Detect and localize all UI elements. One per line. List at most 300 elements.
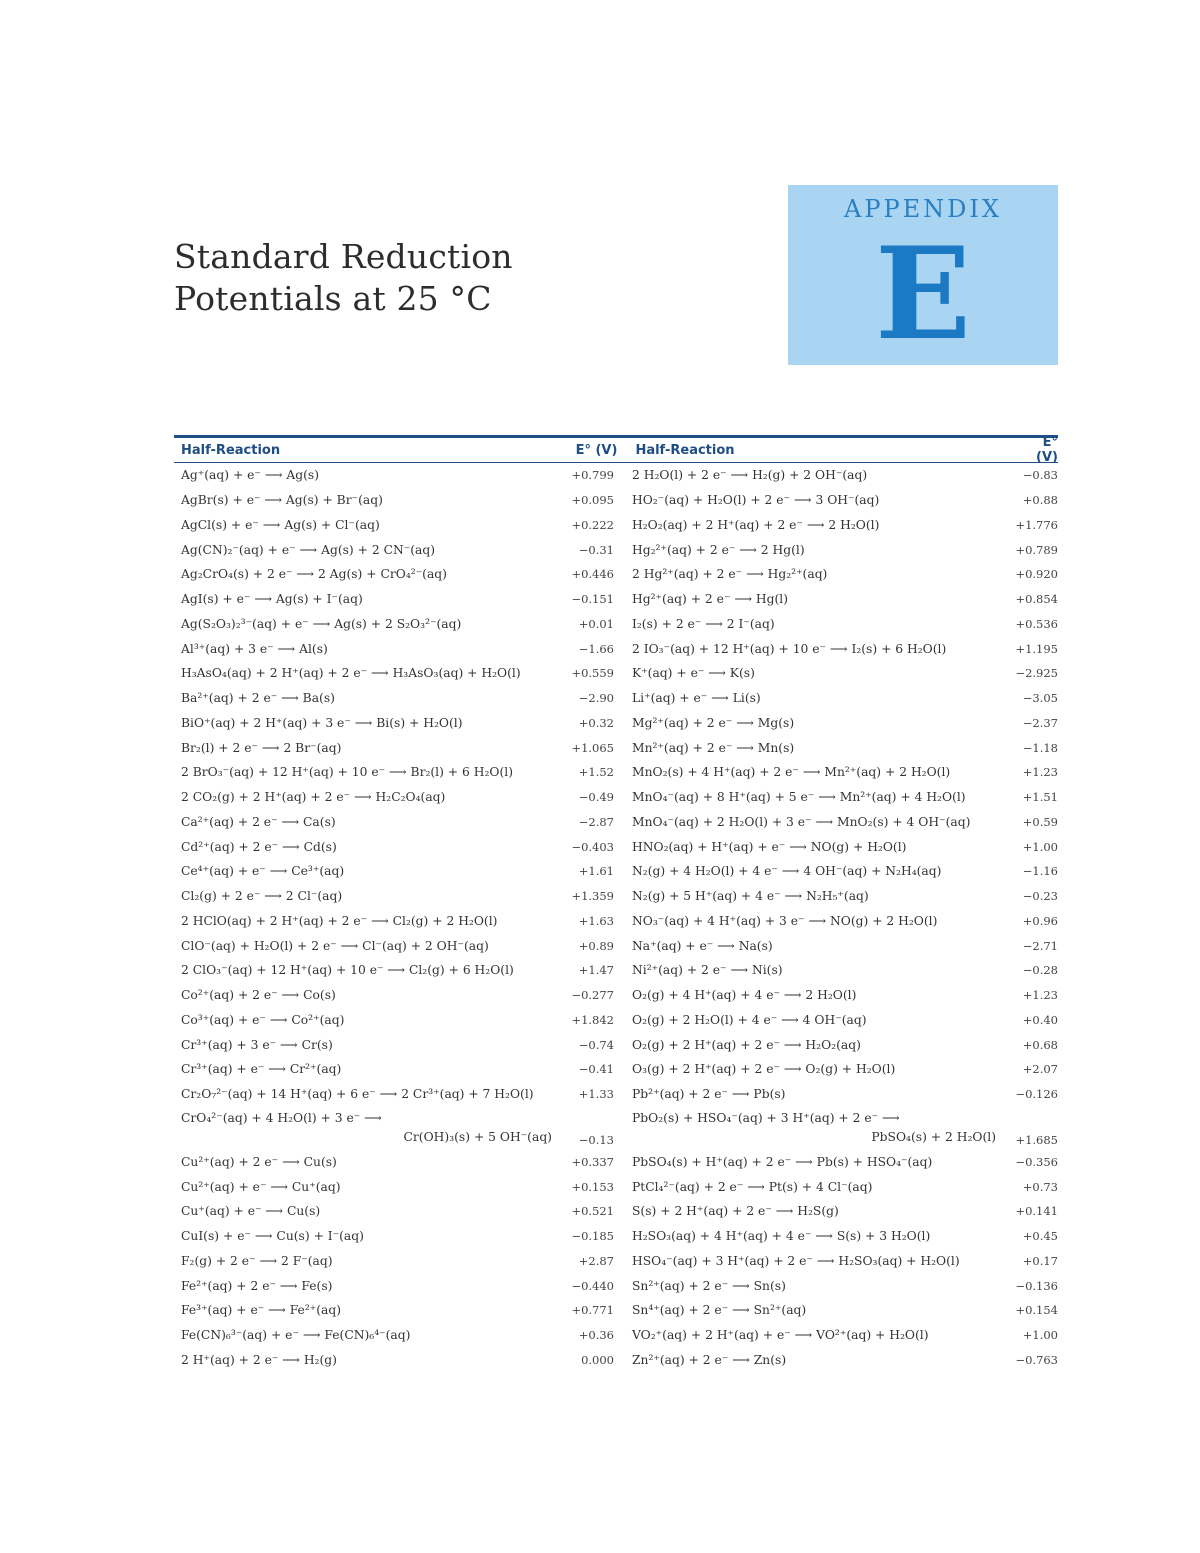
potential-cell: +1.00: [1022, 839, 1058, 854]
table-row: [614, 488, 1058, 513]
appendix-label: APPENDIX: [844, 195, 1002, 223]
half-reaction-cell: [174, 493, 560, 507]
half-reaction-text: VO₂⁺(aq) + 2 H⁺(aq) + e⁻ ⟶ VO²⁺(aq) + H₂O(l): [632, 1328, 929, 1343]
half-reaction-cell: [614, 493, 1004, 507]
half-reaction-cell: [174, 765, 560, 779]
potential-cell: +0.89: [578, 938, 614, 953]
table-row: [614, 884, 1058, 909]
appendix-badge: [788, 185, 1058, 368]
half-reaction-text: Cu⁺(aq) + e⁻ ⟶ Cu(s): [181, 1204, 321, 1219]
header-half-reaction-right: Half-Reaction: [635, 442, 735, 458]
half-reaction-text: Cl₂(g) + 2 e⁻ ⟶ 2 Cl⁻(aq): [181, 889, 343, 904]
header-potential-right: E° (V): [1036, 435, 1058, 465]
half-reaction-cell: [174, 617, 560, 631]
half-reaction-cell: [614, 691, 1004, 705]
table-row: [614, 909, 1058, 934]
table-row: [174, 933, 614, 958]
half-reaction-text: 2 Hg²⁺(aq) + 2 e⁻ ⟶ Hg₂²⁺(aq): [632, 567, 828, 582]
potential-cell: +0.40: [1022, 1012, 1058, 1027]
table-row: [614, 1323, 1058, 1348]
potential-cell: +1.61: [578, 864, 614, 879]
table-body: [174, 463, 1058, 1372]
half-reaction-text: 2 ClO₃⁻(aq) + 12 H⁺(aq) + 10 e⁻ ⟶ Cl₂(g) + 6 H₂O(l): [181, 963, 514, 978]
table-row: [614, 711, 1058, 736]
table-row: [614, 760, 1058, 785]
half-reaction-cell: [174, 666, 560, 680]
potential-cell: +0.559: [571, 666, 614, 681]
potential-cell: +1.065: [571, 740, 614, 755]
half-reaction-cell: [614, 1155, 1004, 1169]
half-reaction-cell: [174, 642, 560, 656]
table-row: [614, 513, 1058, 538]
potential-cell: −0.151: [571, 592, 614, 607]
half-reaction-text: HSO₄⁻(aq) + 3 H⁺(aq) + 2 e⁻ ⟶ H₂SO₃(aq) + H₂O(l): [632, 1253, 960, 1268]
half-reaction-cell: [614, 1328, 1004, 1342]
half-reaction-cell: [614, 592, 1004, 606]
potential-cell: −0.74: [578, 1037, 614, 1052]
half-reaction-text: H₂SO₃(aq) + 4 H⁺(aq) + 4 e⁻ ⟶ S(s) + 3 H₂O(l): [632, 1229, 931, 1244]
table-row: [614, 1224, 1058, 1249]
half-reaction-text: AgI(s) + e⁻ ⟶ Ag(s) + I⁻(aq): [181, 592, 363, 607]
half-reaction-text: Al³⁺(aq) + 3 e⁻ ⟶ Al(s): [181, 641, 328, 656]
half-reaction-cell: [174, 691, 560, 705]
half-reaction-cell: [174, 1155, 560, 1169]
half-reaction-cell: [614, 1353, 1004, 1367]
half-reaction-cell: [174, 1254, 560, 1268]
half-reaction-cell: [174, 543, 560, 557]
table-row: [614, 1107, 1058, 1150]
table-row: [174, 636, 614, 661]
potential-cell: −1.66: [578, 641, 614, 656]
half-reaction-cell: [614, 543, 1004, 557]
table-row: [174, 1199, 614, 1224]
table-row: [174, 1174, 614, 1199]
half-reaction-text: F₂(g) + 2 e⁻ ⟶ 2 F⁻(aq): [181, 1253, 333, 1268]
table-left-column: [174, 463, 614, 1372]
half-reaction-text-continued: PbSO₄(s) + 2 H₂O(l): [871, 1130, 996, 1144]
table-row: [614, 1008, 1058, 1033]
table-row: [614, 612, 1058, 637]
half-reaction-cell: [174, 864, 560, 878]
half-reaction-text: Li⁺(aq) + e⁻ ⟶ Li(s): [632, 691, 761, 706]
half-reaction-text: Ag₂CrO₄(s) + 2 e⁻ ⟶ 2 Ag(s) + CrO₄²⁻(aq): [181, 567, 447, 582]
potential-cell: +0.789: [1015, 542, 1058, 557]
half-reaction-cell: [174, 1087, 560, 1101]
page-title-line-2: Potentials at 25 °C: [174, 279, 492, 318]
half-reaction-text: Co²⁺(aq) + 2 e⁻ ⟶ Co(s): [181, 988, 336, 1003]
potential-cell: −0.31: [578, 542, 614, 557]
table-row: [174, 760, 614, 785]
table-row: [174, 1249, 614, 1274]
half-reaction-cell: [614, 1062, 1004, 1076]
half-reaction-cell: [174, 988, 560, 1002]
half-reaction-cell: [174, 815, 560, 829]
potential-cell: +2.87: [578, 1253, 614, 1268]
potential-cell: −3.05: [1022, 691, 1058, 706]
table-row: [174, 1107, 614, 1150]
table-row: [174, 1323, 614, 1348]
half-reaction-text: CrO₄²⁻(aq) + 4 H₂O(l) + 3 e⁻ ⟶: [181, 1111, 382, 1125]
half-reaction-cell: [174, 914, 560, 928]
table-row: [614, 1298, 1058, 1323]
table-row: [174, 1057, 614, 1082]
half-reaction-text: BiO⁺(aq) + 2 H⁺(aq) + 3 e⁻ ⟶ Bi(s) + H₂O(l): [181, 715, 463, 730]
half-reaction-text: Ag(S₂O₃)₂³⁻(aq) + e⁻ ⟶ Ag(s) + 2 S₂O₃²⁻(aq): [181, 616, 462, 631]
half-reaction-text: N₂(g) + 5 H⁺(aq) + 4 e⁻ ⟶ N₂H₅⁺(aq): [632, 889, 869, 904]
half-reaction-cell: [614, 765, 1004, 779]
table-row: [174, 735, 614, 760]
potential-cell: −0.356: [1015, 1154, 1058, 1169]
potential-cell: +0.771: [571, 1303, 614, 1318]
table-row: [174, 686, 614, 711]
half-reaction-cell: [614, 1109, 1004, 1147]
table-row: [174, 1150, 614, 1175]
half-reaction-cell: [174, 1062, 560, 1076]
table-row: [174, 587, 614, 612]
half-reaction-cell: [174, 840, 560, 854]
table-row: [614, 810, 1058, 835]
half-reaction-text: MnO₄⁻(aq) + 2 H₂O(l) + 3 e⁻ ⟶ MnO₂(s) + 4 OH⁻(aq): [632, 814, 971, 829]
half-reaction-cell: [614, 1279, 1004, 1293]
table-row: [174, 1224, 614, 1249]
half-reaction-cell: [614, 468, 1004, 482]
half-reaction-cell: [174, 518, 560, 532]
table-row: [174, 661, 614, 686]
header-potential-left: E° (V): [575, 442, 618, 458]
potential-cell: +0.01: [578, 616, 614, 631]
half-reaction-cell: [614, 1087, 1004, 1101]
potential-cell: −0.136: [1015, 1278, 1058, 1293]
table-row: [614, 1348, 1058, 1373]
potential-cell: +0.96: [1022, 913, 1058, 928]
half-reaction-text: H₂O₂(aq) + 2 H⁺(aq) + 2 e⁻ ⟶ 2 H₂O(l): [632, 517, 880, 532]
table-row: [614, 1082, 1058, 1107]
table-row: [174, 1082, 614, 1107]
half-reaction-text: S(s) + 2 H⁺(aq) + 2 e⁻ ⟶ H₂S(g): [632, 1204, 839, 1219]
half-reaction-text: CuI(s) + e⁻ ⟶ Cu(s) + I⁻(aq): [181, 1229, 364, 1244]
half-reaction-cell: [614, 963, 1004, 977]
half-reaction-cell: [614, 1229, 1004, 1243]
potential-cell: +0.521: [571, 1204, 614, 1219]
potential-cell: +1.359: [571, 889, 614, 904]
half-reaction-text: Fe²⁺(aq) + 2 e⁻ ⟶ Fe(s): [181, 1278, 333, 1293]
potential-cell: +0.59: [1022, 814, 1058, 829]
half-reaction-cell: [614, 914, 1004, 928]
potential-cell: −0.185: [571, 1229, 614, 1244]
table-row: [614, 933, 1058, 958]
potential-cell: +1.23: [1022, 988, 1058, 1003]
half-reaction-text: Ag(CN)₂⁻(aq) + e⁻ ⟶ Ag(s) + 2 CN⁻(aq): [181, 542, 436, 557]
table-row: [174, 537, 614, 562]
table-row: [614, 958, 1058, 983]
half-reaction-text: Cr³⁺(aq) + e⁻ ⟶ Cr²⁺(aq): [181, 1062, 342, 1077]
potential-cell: −0.49: [578, 790, 614, 805]
half-reaction-text: Cu²⁺(aq) + 2 e⁻ ⟶ Cu(s): [181, 1154, 337, 1169]
half-reaction-text: Ca²⁺(aq) + 2 e⁻ ⟶ Ca(s): [181, 814, 336, 829]
half-reaction-cell: [614, 840, 1004, 854]
potential-cell: −2.71: [1022, 938, 1058, 953]
half-reaction-cell: [174, 1204, 560, 1218]
table-header-row: [174, 435, 1058, 465]
potential-cell: −2.90: [578, 691, 614, 706]
half-reaction-cell: [614, 1254, 1004, 1268]
page-title: [174, 236, 513, 320]
half-reaction-text: 2 H₂O(l) + 2 e⁻ ⟶ H₂(g) + 2 OH⁻(aq): [632, 468, 868, 483]
half-reaction-text: Cr₂O₇²⁻(aq) + 14 H⁺(aq) + 6 e⁻ ⟶ 2 Cr³⁺(aq) + 7 H₂O(l): [181, 1087, 534, 1102]
half-reaction-cell: [174, 1279, 560, 1293]
half-reaction-text: 2 H⁺(aq) + 2 e⁻ ⟶ H₂(g): [181, 1352, 337, 1367]
half-reaction-text: NO₃⁻(aq) + 4 H⁺(aq) + 3 e⁻ ⟶ NO(g) + 2 H₂O(l): [632, 913, 938, 928]
potential-cell: −2.925: [1015, 666, 1058, 681]
table-row: [174, 884, 614, 909]
potential-cell: +0.854: [1015, 592, 1058, 607]
half-reaction-cell: [174, 741, 560, 755]
potential-cell: +1.195: [1015, 641, 1058, 656]
half-reaction-cell: [174, 592, 560, 606]
half-reaction-text: O₃(g) + 2 H⁺(aq) + 2 e⁻ ⟶ O₂(g) + H₂O(l): [632, 1062, 896, 1077]
half-reaction-text: Co³⁺(aq) + e⁻ ⟶ Co²⁺(aq): [181, 1012, 345, 1027]
half-reaction-cell: [614, 1180, 1004, 1194]
half-reaction-text: 2 HClO(aq) + 2 H⁺(aq) + 2 e⁻ ⟶ Cl₂(g) + 2 H₂O(l): [181, 913, 498, 928]
potential-cell: +0.153: [571, 1179, 614, 1194]
table-row: [174, 785, 614, 810]
table-right-column: [614, 463, 1058, 1372]
potential-cell: −0.41: [578, 1062, 614, 1077]
potential-cell: +0.222: [571, 517, 614, 532]
potential-cell: −0.28: [1022, 963, 1058, 978]
half-reaction-text: 2 IO₃⁻(aq) + 12 H⁺(aq) + 10 e⁻ ⟶ I₂(s) + 6 H₂O(l): [632, 641, 947, 656]
table-row: [614, 785, 1058, 810]
table-row: [614, 661, 1058, 686]
potential-cell: +1.685: [1015, 1132, 1058, 1147]
potential-cell: −0.440: [571, 1278, 614, 1293]
half-reaction-text: MnO₂(s) + 4 H⁺(aq) + 2 e⁻ ⟶ Mn²⁺(aq) + 2 H₂O(l): [632, 765, 951, 780]
table-row: [614, 1150, 1058, 1175]
potential-cell: +1.33: [578, 1087, 614, 1102]
table-row: [174, 463, 614, 488]
half-reaction-cell: [614, 518, 1004, 532]
appendix-letter: E: [874, 220, 972, 368]
half-reaction-cell: [174, 1303, 560, 1317]
table-row: [614, 636, 1058, 661]
potential-cell: +1.842: [571, 1012, 614, 1027]
half-reaction-text: K⁺(aq) + e⁻ ⟶ K(s): [632, 666, 755, 681]
potential-cell: −2.87: [578, 814, 614, 829]
table-row: [174, 909, 614, 934]
half-reaction-cell: [174, 1353, 560, 1367]
potential-cell: −1.18: [1022, 740, 1058, 755]
half-reaction-text: Ni²⁺(aq) + 2 e⁻ ⟶ Ni(s): [632, 963, 783, 978]
potential-cell: +1.51: [1022, 790, 1058, 805]
half-reaction-text: ClO⁻(aq) + H₂O(l) + 2 e⁻ ⟶ Cl⁻(aq) + 2 OH⁻(aq): [181, 938, 489, 953]
half-reaction-text: Hg²⁺(aq) + 2 e⁻ ⟶ Hg(l): [632, 592, 789, 607]
half-reaction-cell: [614, 790, 1004, 804]
half-reaction-text: Hg₂²⁺(aq) + 2 e⁻ ⟶ 2 Hg(l): [632, 542, 805, 557]
reduction-potentials-table: [174, 435, 1058, 1372]
half-reaction-text: 2 CO₂(g) + 2 H⁺(aq) + 2 e⁻ ⟶ H₂C₂O₄(aq): [181, 790, 446, 805]
header-half-reaction-left: Half-Reaction: [181, 442, 281, 458]
half-reaction-text: Ba²⁺(aq) + 2 e⁻ ⟶ Ba(s): [181, 691, 335, 706]
potential-cell: +1.47: [578, 963, 614, 978]
potential-cell: +0.17: [1022, 1253, 1058, 1268]
half-reaction-text: Sn⁴⁺(aq) + 2 e⁻ ⟶ Sn²⁺(aq): [632, 1303, 807, 1318]
table-row: [174, 810, 614, 835]
table-row: [174, 983, 614, 1008]
potential-cell: +0.141: [1015, 1204, 1058, 1219]
half-reaction-cell: [614, 666, 1004, 680]
half-reaction-cell: [614, 716, 1004, 730]
half-reaction-text: N₂(g) + 4 H₂O(l) + 4 e⁻ ⟶ 4 OH⁻(aq) + N₂H₄(aq): [632, 864, 942, 879]
half-reaction-text: Sn²⁺(aq) + 2 e⁻ ⟶ Sn(s): [632, 1278, 786, 1293]
potential-cell: −2.37: [1022, 715, 1058, 730]
potential-cell: +0.68: [1022, 1037, 1058, 1052]
half-reaction-text: HNO₂(aq) + H⁺(aq) + e⁻ ⟶ NO(g) + H₂O(l): [632, 839, 907, 854]
table-row: [614, 1273, 1058, 1298]
table-row: [174, 859, 614, 884]
potential-cell: +0.920: [1015, 567, 1058, 582]
potential-cell: +0.36: [578, 1328, 614, 1343]
table-row: [614, 983, 1058, 1008]
potential-cell: −0.83: [1022, 468, 1058, 483]
half-reaction-text: Br₂(l) + 2 e⁻ ⟶ 2 Br⁻(aq): [181, 740, 342, 755]
half-reaction-cell: [614, 1204, 1004, 1218]
table-row: [174, 1298, 614, 1323]
table-row: [614, 834, 1058, 859]
half-reaction-text: Cd²⁺(aq) + 2 e⁻ ⟶ Cd(s): [181, 839, 337, 854]
half-reaction-cell: [174, 963, 560, 977]
half-reaction-cell: [174, 889, 560, 903]
table-row: [614, 463, 1058, 488]
page-title-line-1: Standard Reduction: [174, 237, 513, 276]
half-reaction-text-continued: Cr(OH)₃(s) + 5 OH⁻(aq): [403, 1130, 552, 1144]
half-reaction-cell: [614, 1303, 1004, 1317]
table-row: [614, 1174, 1058, 1199]
half-reaction-text: O₂(g) + 4 H⁺(aq) + 4 e⁻ ⟶ 2 H₂O(l): [632, 988, 857, 1003]
table-row: [614, 587, 1058, 612]
half-reaction-text: O₂(g) + 2 H₂O(l) + 4 e⁻ ⟶ 4 OH⁻(aq): [632, 1012, 867, 1027]
half-reaction-text: Ce⁴⁺(aq) + e⁻ ⟶ Ce³⁺(aq): [181, 864, 345, 879]
table-row: [614, 537, 1058, 562]
half-reaction-cell: [614, 741, 1004, 755]
half-reaction-cell: [614, 1038, 1004, 1052]
half-reaction-cell: [614, 939, 1004, 953]
table-row: [174, 958, 614, 983]
half-reaction-cell: [614, 642, 1004, 656]
table-row: [614, 1032, 1058, 1057]
half-reaction-text: MnO₄⁻(aq) + 8 H⁺(aq) + 5 e⁻ ⟶ Mn²⁺(aq) + 4 H₂O(l): [632, 790, 966, 805]
half-reaction-cell: [614, 889, 1004, 903]
half-reaction-text: Zn²⁺(aq) + 2 e⁻ ⟶ Zn(s): [632, 1352, 787, 1367]
potential-cell: −0.126: [1015, 1087, 1058, 1102]
table-row: [174, 711, 614, 736]
table-row: [174, 488, 614, 513]
table-row: [174, 834, 614, 859]
potential-cell: −0.763: [1015, 1352, 1058, 1367]
potential-cell: +0.88: [1022, 493, 1058, 508]
half-reaction-text: Mg²⁺(aq) + 2 e⁻ ⟶ Mg(s): [632, 715, 795, 730]
potential-cell: +0.446: [571, 567, 614, 582]
potential-cell: +1.52: [578, 765, 614, 780]
table-row: [614, 1057, 1058, 1082]
table-row: [174, 1273, 614, 1298]
half-reaction-text: O₂(g) + 2 H⁺(aq) + 2 e⁻ ⟶ H₂O₂(aq): [632, 1037, 861, 1052]
half-reaction-text: Ag⁺(aq) + e⁻ ⟶ Ag(s): [181, 468, 320, 483]
half-reaction-text: I₂(s) + 2 e⁻ ⟶ 2 I⁻(aq): [632, 616, 775, 631]
table-row: [174, 612, 614, 637]
potential-cell: −0.13: [578, 1132, 614, 1147]
table-row: [614, 859, 1058, 884]
potential-cell: +0.73: [1022, 1179, 1058, 1194]
half-reaction-text: H₃AsO₄(aq) + 2 H⁺(aq) + 2 e⁻ ⟶ H₃AsO₃(aq) + H₂O(l): [181, 666, 521, 681]
half-reaction-text: Fe(CN)₆³⁻(aq) + e⁻ ⟶ Fe(CN)₆⁴⁻(aq): [181, 1328, 411, 1343]
half-reaction-cell: [174, 567, 560, 581]
potential-cell: −0.23: [1022, 889, 1058, 904]
half-reaction-cell: [174, 1013, 560, 1027]
half-reaction-text: Fe³⁺(aq) + e⁻ ⟶ Fe²⁺(aq): [181, 1303, 342, 1318]
potential-cell: 0.000: [581, 1352, 614, 1367]
table-row: [614, 735, 1058, 760]
half-reaction-cell: [174, 468, 560, 482]
potential-cell: +1.63: [578, 913, 614, 928]
table-row: [614, 1199, 1058, 1224]
half-reaction-cell: [614, 988, 1004, 1002]
potential-cell: +0.32: [578, 715, 614, 730]
potential-cell: −1.16: [1022, 864, 1058, 879]
half-reaction-cell: [614, 864, 1004, 878]
potential-cell: +0.45: [1022, 1229, 1058, 1244]
potential-cell: +0.799: [571, 468, 614, 483]
table-row: [614, 1249, 1058, 1274]
table-row: [174, 1008, 614, 1033]
half-reaction-text: Pb²⁺(aq) + 2 e⁻ ⟶ Pb(s): [632, 1087, 786, 1102]
half-reaction-text: Cr³⁺(aq) + 3 e⁻ ⟶ Cr(s): [181, 1037, 333, 1052]
half-reaction-text: HO₂⁻(aq) + H₂O(l) + 2 e⁻ ⟶ 3 OH⁻(aq): [632, 493, 880, 508]
half-reaction-text: PbO₂(s) + HSO₄⁻(aq) + 3 H⁺(aq) + 2 e⁻ ⟶: [632, 1111, 900, 1125]
half-reaction-text: Cu²⁺(aq) + e⁻ ⟶ Cu⁺(aq): [181, 1179, 341, 1194]
potential-cell: +1.00: [1022, 1328, 1058, 1343]
half-reaction-text: Na⁺(aq) + e⁻ ⟶ Na(s): [632, 938, 773, 953]
half-reaction-cell: [614, 815, 1004, 829]
table-row: [174, 1032, 614, 1057]
half-reaction-text: 2 BrO₃⁻(aq) + 12 H⁺(aq) + 10 e⁻ ⟶ Br₂(l) + 6 H₂O(l): [181, 765, 514, 780]
half-reaction-cell: [174, 716, 560, 730]
half-reaction-cell: [614, 567, 1004, 581]
half-reaction-text: Mn²⁺(aq) + 2 e⁻ ⟶ Mn(s): [632, 740, 795, 755]
half-reaction-text: PbSO₄(s) + H⁺(aq) + 2 e⁻ ⟶ Pb(s) + HSO₄⁻(aq): [632, 1154, 933, 1169]
half-reaction-cell: [174, 1229, 560, 1243]
potential-cell: −0.277: [571, 988, 614, 1003]
half-reaction-cell: [174, 1109, 560, 1147]
half-reaction-cell: [174, 1038, 560, 1052]
table-row: [614, 686, 1058, 711]
potential-cell: +1.23: [1022, 765, 1058, 780]
potential-cell: +0.154: [1015, 1303, 1058, 1318]
half-reaction-text: PtCl₄²⁻(aq) + 2 e⁻ ⟶ Pt(s) + 4 Cl⁻(aq): [632, 1179, 873, 1194]
half-reaction-cell: [174, 939, 560, 953]
table-row: [174, 513, 614, 538]
half-reaction-cell: [174, 790, 560, 804]
half-reaction-cell: [614, 1013, 1004, 1027]
half-reaction-text: AgBr(s) + e⁻ ⟶ Ag(s) + Br⁻(aq): [181, 493, 383, 508]
potential-cell: +2.07: [1022, 1062, 1058, 1077]
half-reaction-cell: [174, 1180, 560, 1194]
table-row: [174, 562, 614, 587]
potential-cell: −0.403: [571, 839, 614, 854]
table-row: [174, 1348, 614, 1373]
potential-cell: +0.337: [571, 1154, 614, 1169]
potential-cell: +0.095: [571, 493, 614, 508]
potential-cell: +1.776: [1015, 517, 1058, 532]
